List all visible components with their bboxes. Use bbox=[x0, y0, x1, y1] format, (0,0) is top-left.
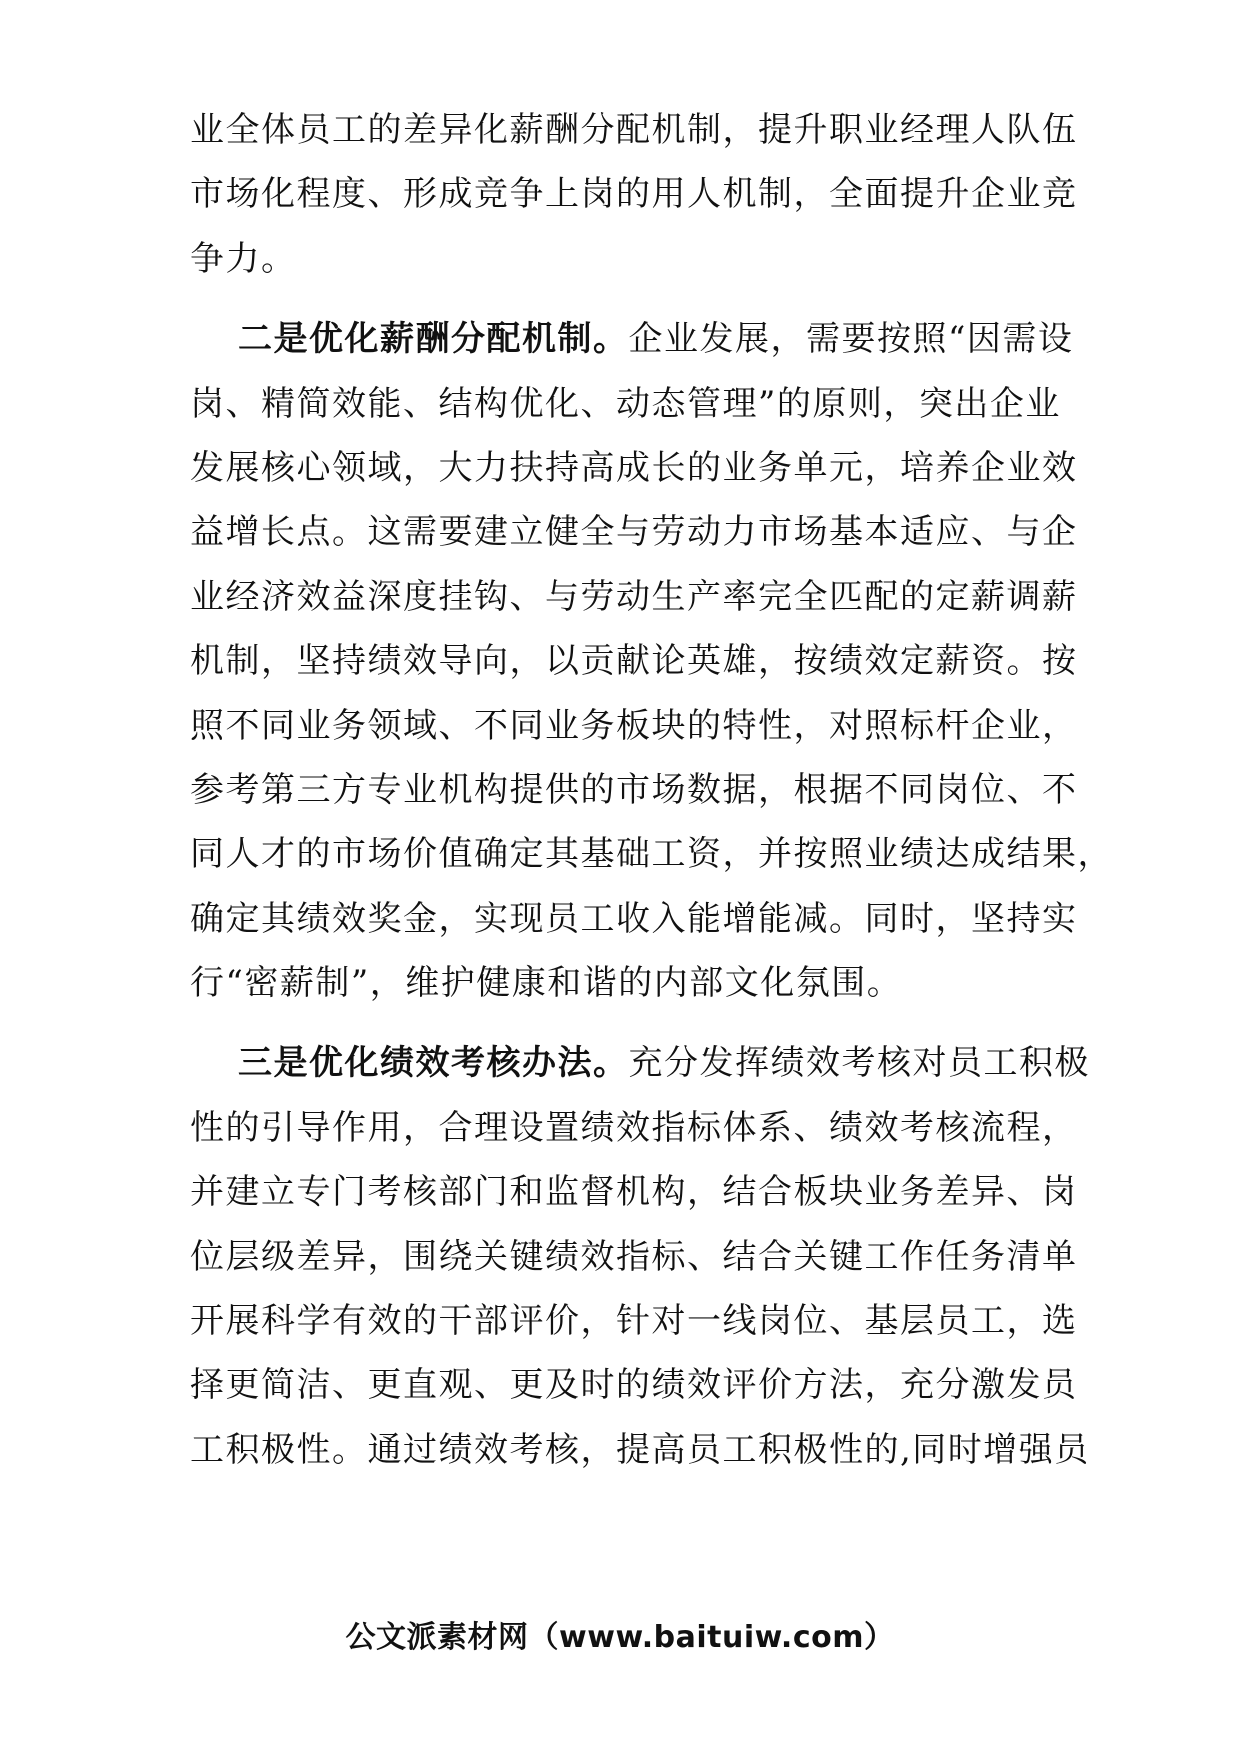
text-line: 争力。 bbox=[190, 238, 297, 279]
paragraph-2 bbox=[190, 307, 1113, 1015]
paragraph-1 bbox=[190, 98, 1078, 291]
text-line: 工积极性。通过绩效考核，提高员工积极性的,同时增强员 bbox=[190, 1429, 1090, 1470]
text-line: 行“密薪制”，维护健康和谐的内部文化氛围。 bbox=[190, 963, 903, 1004]
text-line: 并建立专门考核部门和监督机构，结合板块业务差异、岗 bbox=[190, 1172, 1078, 1213]
text-line-first bbox=[190, 1031, 1090, 1095]
text-line: 同人才的市场价值确定其基础工资，并按照业绩达成结果， bbox=[190, 834, 1113, 875]
text-line: 择更简洁、更直观、更及时的绩效评价方法，充分激发员 bbox=[190, 1365, 1078, 1406]
paragraph-heading: 三是优化绩效考核办法。 bbox=[238, 1043, 629, 1084]
paragraph-text: 充分发挥绩效考核对员工积极 bbox=[628, 1043, 1090, 1084]
text-line: 益增长点。这需要建立健全与劳动力市场基本适应、与企 bbox=[190, 512, 1078, 553]
text-line: 发展核心领域，大力扶持高成长的业务单元，培养企业效 bbox=[190, 447, 1078, 488]
text-line: 市场化程度、形成竞争上岗的用人机制，全面提升企业竞 bbox=[190, 174, 1078, 215]
text-line: 照不同业务领域、不同业务板块的特性，对照标杆企业， bbox=[190, 705, 1078, 746]
paragraph-text: 企业发展，需要按照“因需设 bbox=[628, 319, 1074, 360]
paragraph-3 bbox=[190, 1031, 1090, 1482]
text-line: 业经济效益深度挂钩、与劳动生产率完全匹配的定薪调薪 bbox=[190, 576, 1078, 617]
paragraph-heading: 二是优化薪酬分配机制。 bbox=[238, 319, 629, 360]
text-line: 确定其绩效奖金，实现员工收入能增能减。同时，坚持实 bbox=[190, 898, 1078, 939]
text-line: 机制，坚持绩效导向，以贡献论英雄，按绩效定薪资。按 bbox=[190, 641, 1078, 682]
text-line: 位层级差异，围绕关键绩效指标、结合关键工作任务清单 bbox=[190, 1236, 1078, 1277]
text-line-first bbox=[190, 307, 1074, 371]
footer-watermark: 公文派素材网（www.baituiw.com） bbox=[345, 1620, 895, 1655]
text-line: 参考第三方专业机构提供的市场数据，根据不同岗位、不 bbox=[190, 769, 1078, 810]
paragraph-gap bbox=[190, 291, 1050, 307]
text-line: 开展科学有效的干部评价，针对一线岗位、基层员工，选 bbox=[190, 1301, 1078, 1342]
document-body bbox=[190, 98, 1113, 1482]
text-line: 业全体员工的差异化薪酬分配机制，提升职业经理人队伍 bbox=[190, 110, 1078, 150]
paragraph-gap bbox=[190, 1015, 1050, 1031]
text-line: 岗、精简效能、结构优化、动态管理”的原则，突出企业 bbox=[190, 383, 1061, 424]
text-line: 性的引导作用，合理设置绩效指标体系、绩效考核流程， bbox=[190, 1107, 1078, 1148]
